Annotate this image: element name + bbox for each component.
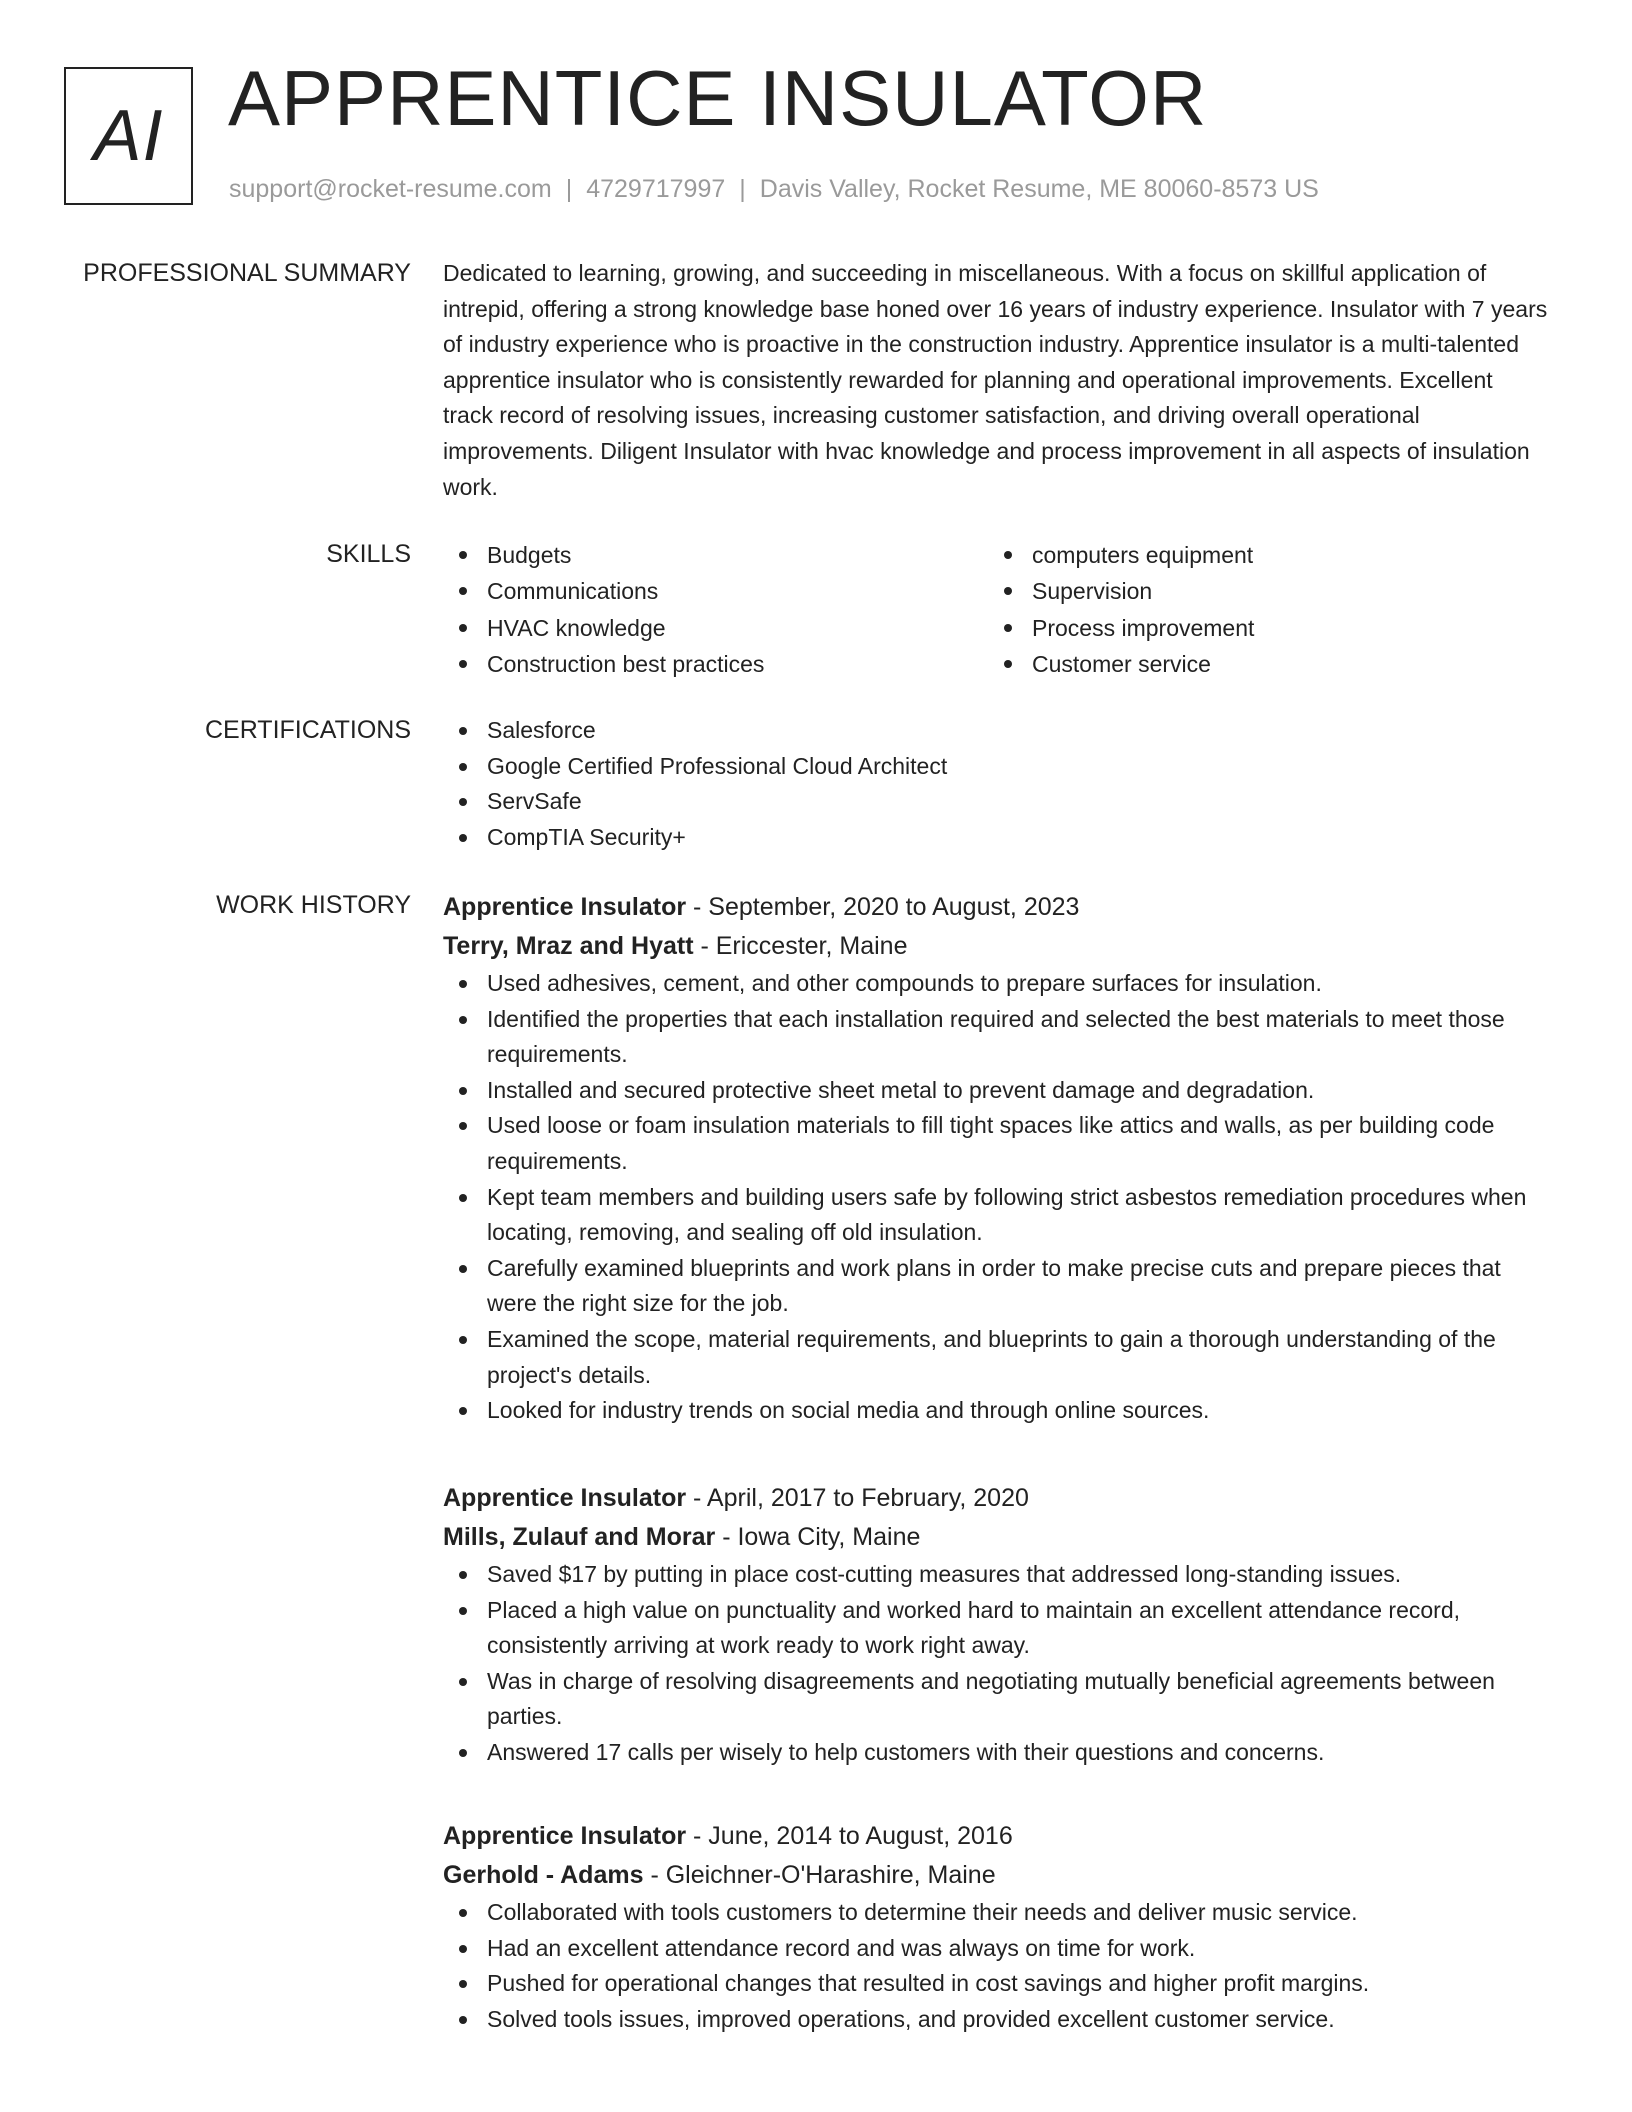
certifications-heading: CERTIFICATIONS bbox=[204, 716, 411, 744]
job-duty-item bbox=[443, 1393, 1548, 1429]
bullet-icon bbox=[459, 798, 467, 806]
certifications-list bbox=[443, 713, 1548, 855]
job-duty-item bbox=[443, 1073, 1548, 1109]
job-duty-item-text: Collaborated with tools customers to determine their needs and deliver music service. bbox=[487, 1899, 1358, 1925]
bullet-icon bbox=[459, 763, 467, 771]
bullet-icon bbox=[459, 1749, 467, 1757]
job-duty-item-text: Answered 17 calls per wisely to help customers with their questions and concerns. bbox=[487, 1738, 1325, 1765]
bullet-icon bbox=[459, 1407, 467, 1415]
certification-item-text: CompTIA Security+ bbox=[487, 823, 686, 850]
job-title-line bbox=[443, 1479, 1548, 1518]
monogram-logo bbox=[64, 67, 193, 205]
skills-list bbox=[988, 537, 1533, 682]
certification-item-text: Salesforce bbox=[487, 717, 596, 743]
skill-item bbox=[988, 537, 1533, 573]
job-duty-item-text: Looked for industry trends on social media and through online sources. bbox=[487, 1397, 1210, 1424]
certification-item-text: ServSafe bbox=[487, 788, 582, 815]
job-duty-item bbox=[443, 1664, 1548, 1735]
job-duties-list bbox=[443, 1895, 1548, 2037]
skill-item bbox=[443, 646, 988, 682]
skill-item-text: Process improvement bbox=[1032, 614, 1255, 641]
job-company: Terry, Mraz and Hyatt bbox=[443, 932, 694, 960]
job-duty-item bbox=[443, 1895, 1548, 1931]
certification-item-text: Google Certified Professional Cloud Architect bbox=[487, 752, 948, 779]
job-duty-item bbox=[443, 1002, 1548, 1073]
job-duty-item-text: Used loose or foam insulation materials to fill tight spaces like attics and walls, as per building code requirements. bbox=[487, 1112, 1495, 1174]
work-history-heading: WORK HISTORY bbox=[216, 891, 411, 919]
job-duty-item-text: Carefully examined blueprints and work plans in order to make precise cuts and prepare pieces that were the right size for the job. bbox=[487, 1254, 1501, 1317]
job-duty-item-text: Used adhesives, cement, and other compounds to prepare surfaces for insulation. bbox=[487, 970, 1322, 996]
summary-body bbox=[443, 256, 1548, 505]
skill-item-text: Budgets bbox=[487, 542, 572, 568]
candidate-name: APPRENTICE INSULATOR bbox=[228, 54, 1208, 142]
skill-item-text: Customer service bbox=[1032, 650, 1211, 677]
skill-item-text: Communications bbox=[487, 578, 659, 605]
summary-text: Dedicated to learning, growing, and succeeding in miscellaneous. With a focus on skillful application of intrepid, offering a strong knowledge base honed over 16 years of industry experience. Insulator with 7 years of industry experience who is proactive in the construction industry. Apprentice insulator is a multi-talented apprentice insulator who is consistently rewarded for planning and operational improvements. Excellent track record of resolving issues, increasing customer satisfaction, and driving overall operational improvements. Diligent Insulator with hvac knowledge and process improvement in all aspects of insulation work. bbox=[443, 260, 1548, 500]
contact-address: Davis Valley, Rocket Resume, ME 80060-8573 US bbox=[759, 175, 1319, 203]
bullet-icon bbox=[459, 624, 467, 632]
job-duty-item bbox=[443, 1557, 1548, 1593]
bullet-icon bbox=[459, 1016, 467, 1024]
bullet-icon bbox=[459, 834, 467, 842]
job-entry bbox=[443, 1479, 1548, 1771]
job-title-line bbox=[443, 1817, 1548, 1856]
job-company: Gerhold - Adams bbox=[443, 1861, 644, 1889]
job-location: - Gleichner-O'Harashire, Maine bbox=[643, 1861, 996, 1889]
job-title: Apprentice Insulator bbox=[443, 1484, 687, 1512]
skills-heading: SKILLS bbox=[326, 540, 411, 568]
skill-item-text: computers equipment bbox=[1032, 542, 1254, 568]
certification-item bbox=[443, 713, 1548, 749]
job-company-line bbox=[443, 1856, 1548, 1895]
job-duty-item-text: Placed a high value on punctuality and worked hard to maintain an excellent attendance record, consistently arriving at work ready to work right away. bbox=[487, 1596, 1461, 1659]
job-location: - Iowa City, Maine bbox=[715, 1523, 921, 1551]
job-duty-item bbox=[443, 1593, 1548, 1664]
job-duties-list bbox=[443, 1557, 1548, 1771]
skill-item bbox=[443, 610, 988, 646]
summary-heading: PROFESSIONAL SUMMARY bbox=[83, 259, 411, 287]
job-company-line bbox=[443, 1518, 1548, 1557]
job-duty-item bbox=[443, 1108, 1548, 1179]
bullet-icon bbox=[459, 1607, 467, 1615]
job-duty-item bbox=[443, 2002, 1548, 2038]
job-duty-item-text: Examined the scope, material requirements, and blueprints to gain a thorough understanding of the project's details. bbox=[487, 1325, 1496, 1388]
bullet-icon bbox=[459, 2016, 467, 2024]
job-duty-item-text: Saved $17 by putting in place cost-cutting measures that addressed long-standing issues. bbox=[487, 1561, 1402, 1587]
bullet-icon bbox=[459, 1122, 467, 1130]
skill-item bbox=[988, 646, 1533, 682]
contact-separator: | bbox=[565, 175, 573, 203]
job-duty-item bbox=[443, 1966, 1548, 2002]
job-duty-item-text: Installed and secured protective sheet metal to prevent damage and degradation. bbox=[487, 1076, 1315, 1103]
certification-item bbox=[443, 784, 1548, 820]
certification-item bbox=[443, 820, 1548, 856]
bullet-icon bbox=[1004, 660, 1012, 668]
skills-body bbox=[443, 537, 1548, 682]
bullet-icon bbox=[459, 587, 467, 595]
bullet-icon bbox=[459, 1909, 467, 1917]
job-duties-list bbox=[443, 966, 1548, 1429]
bullet-icon bbox=[459, 1980, 467, 1988]
bullet-icon bbox=[459, 1336, 467, 1344]
skills-list bbox=[443, 537, 988, 682]
job-dates: - September, 2020 to August, 2023 bbox=[686, 893, 1080, 921]
skills-column-2 bbox=[988, 537, 1533, 682]
bullet-icon bbox=[459, 1087, 467, 1095]
skill-item bbox=[988, 610, 1533, 646]
job-title: Apprentice Insulator bbox=[443, 893, 687, 921]
contact-line bbox=[229, 172, 1319, 206]
job-duty-item-text: Pushed for operational changes that resulted in cost savings and higher profit margins. bbox=[487, 1970, 1370, 1997]
skill-item-text: HVAC knowledge bbox=[487, 614, 666, 641]
job-duty-item-text: Identified the properties that each installation required and selected the best materials to meet those requirements. bbox=[487, 1005, 1505, 1068]
job-duty-item bbox=[443, 1322, 1548, 1393]
bullet-icon bbox=[459, 1571, 467, 1579]
skills-column-1 bbox=[443, 537, 988, 682]
certification-item bbox=[443, 749, 1548, 785]
job-dates: - April, 2017 to February, 2020 bbox=[686, 1484, 1029, 1512]
contact-email: support@rocket-resume.com bbox=[229, 175, 552, 203]
job-duty-item-text: Kept team members and building users safe by following strict asbestos remediation procedures when locating, removing, and sealing off old insulation. bbox=[487, 1183, 1527, 1246]
job-company: Mills, Zulauf and Morar bbox=[443, 1523, 716, 1551]
skill-item bbox=[443, 537, 988, 573]
job-duty-item-text: Was in charge of resolving disagreements and negotiating mutually beneficial agreements between parties. bbox=[487, 1667, 1495, 1730]
job-duty-item bbox=[443, 1251, 1548, 1322]
job-duty-item-text: Solved tools issues, improved operations, and provided excellent customer service. bbox=[487, 2005, 1335, 2032]
bullet-icon bbox=[459, 1678, 467, 1686]
job-duty-item bbox=[443, 1931, 1548, 1967]
job-entry bbox=[443, 1817, 1548, 2037]
job-dates: - June, 2014 to August, 2016 bbox=[686, 1822, 1013, 1850]
job-duty-item bbox=[443, 1180, 1548, 1251]
bullet-icon bbox=[459, 660, 467, 668]
skill-item bbox=[988, 573, 1533, 609]
job-duty-item-text: Had an excellent attendance record and was always on time for work. bbox=[487, 1934, 1196, 1961]
skill-item bbox=[443, 573, 988, 609]
bullet-icon bbox=[459, 980, 467, 988]
job-duty-item bbox=[443, 966, 1548, 1002]
bullet-icon bbox=[459, 1194, 467, 1202]
job-company-line bbox=[443, 927, 1548, 966]
bullet-icon bbox=[459, 1265, 467, 1273]
bullet-icon bbox=[459, 727, 467, 735]
job-title: Apprentice Insulator bbox=[443, 1822, 687, 1850]
certifications-body bbox=[443, 713, 1548, 855]
skill-item-text: Construction best practices bbox=[487, 650, 765, 677]
bullet-icon bbox=[1004, 587, 1012, 595]
job-duty-item bbox=[443, 1735, 1548, 1771]
bullet-icon bbox=[1004, 624, 1012, 632]
job-entry bbox=[443, 888, 1548, 1429]
bullet-icon bbox=[1004, 551, 1012, 559]
skill-item-text: Supervision bbox=[1032, 578, 1153, 605]
job-title-line bbox=[443, 888, 1548, 927]
bullet-icon bbox=[459, 1945, 467, 1953]
contact-separator: | bbox=[739, 175, 746, 203]
job-location: - Ericcester, Maine bbox=[693, 932, 908, 960]
bullet-icon bbox=[459, 551, 467, 559]
contact-phone: 4729717997 bbox=[586, 175, 726, 203]
monogram-text: AI bbox=[93, 96, 164, 176]
